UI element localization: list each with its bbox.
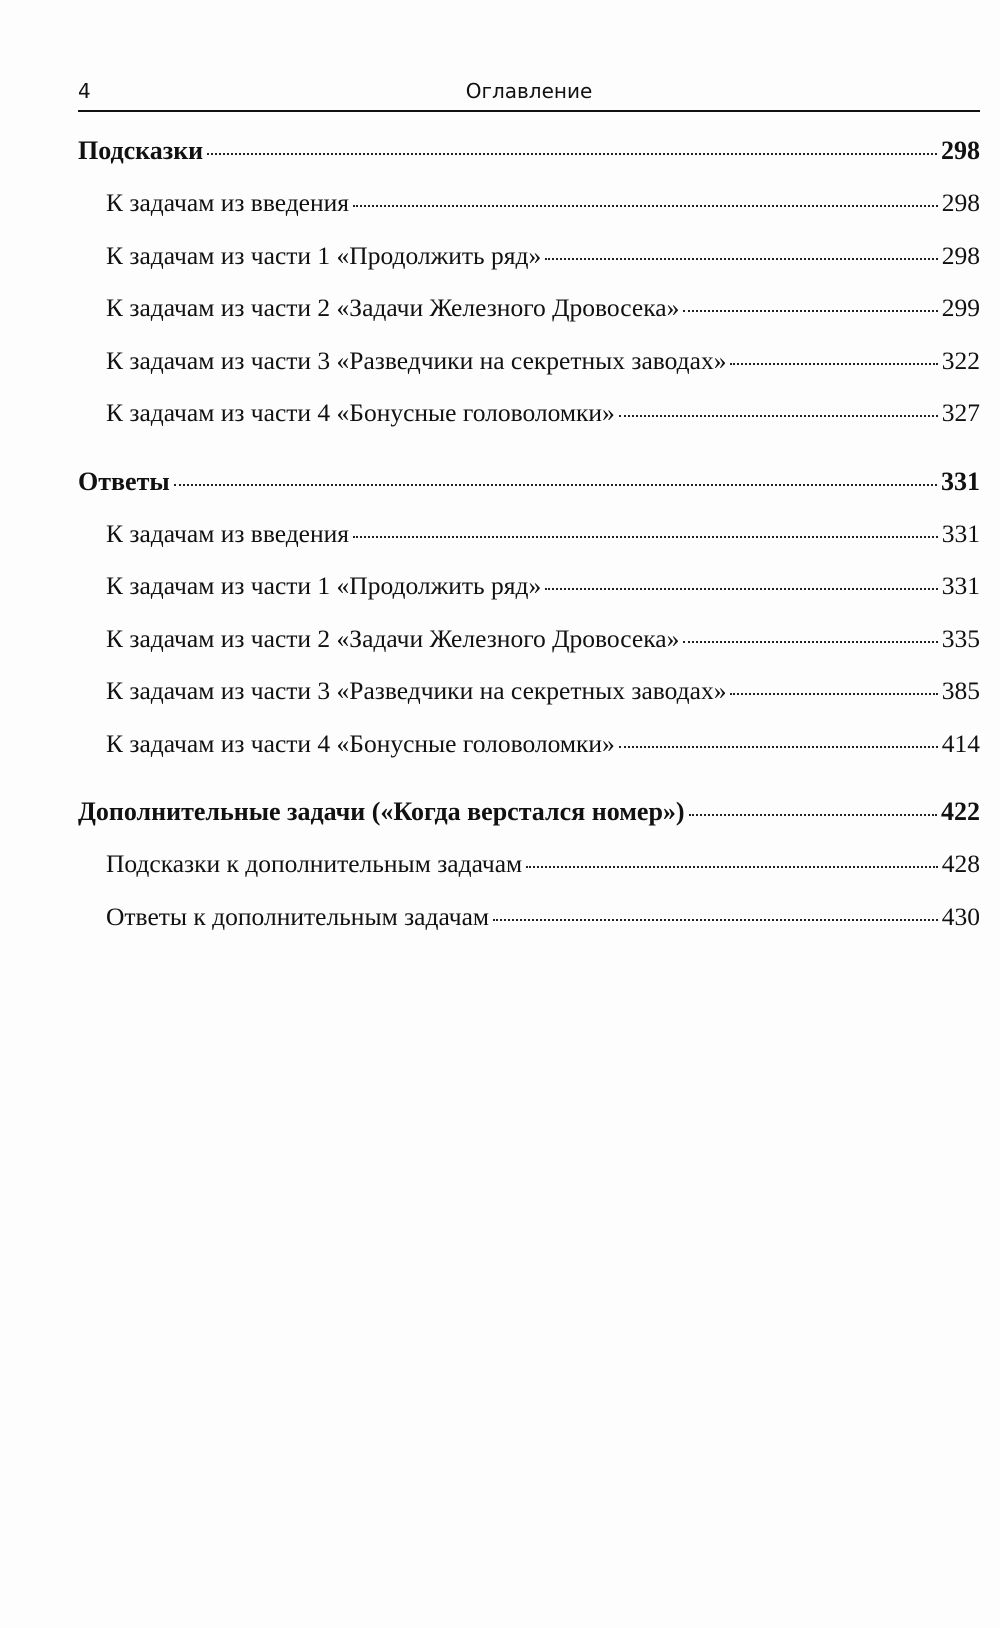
toc-entry-title: Ответы — [78, 466, 170, 496]
toc-entry-page: 331 — [941, 466, 980, 496]
toc-section-answers — [78, 467, 980, 782]
toc-entry[interactable] — [78, 519, 980, 572]
dot-leader — [493, 919, 938, 921]
toc-entry[interactable] — [78, 188, 980, 241]
dot-leader — [730, 363, 937, 365]
dot-leader — [545, 258, 938, 260]
toc-entry-heading[interactable] — [78, 797, 980, 849]
toc-entry-title: К задачам из части 4 «Бонусные головоломки» — [106, 728, 615, 758]
toc-entry-page: 335 — [941, 623, 980, 653]
table-of-contents — [78, 136, 980, 954]
toc-entry-page: 430 — [941, 901, 980, 931]
dot-leader — [545, 588, 938, 590]
toc-entry[interactable] — [78, 398, 980, 451]
toc-entry-heading[interactable] — [78, 467, 980, 519]
toc-section-extra-problems — [78, 797, 980, 954]
dot-leader — [619, 746, 938, 748]
toc-entry-page: 428 — [941, 849, 980, 878]
toc-entry-title: К задачам из введения — [106, 518, 350, 548]
toc-entry[interactable] — [78, 571, 980, 624]
toc-entry-page: 331 — [941, 518, 980, 548]
dot-leader — [526, 866, 938, 868]
running-title: Оглавление — [465, 79, 593, 103]
toc-entry-title: Дополнительные задачи («Когда верстался номер») — [78, 797, 685, 826]
dot-leader — [619, 415, 938, 417]
toc-entry-title: Подсказки — [78, 136, 204, 165]
dot-leader — [353, 536, 938, 538]
running-head — [78, 76, 980, 112]
dot-leader — [683, 641, 937, 643]
toc-entry-page: 298 — [941, 188, 980, 217]
toc-entry-page: 414 — [941, 728, 980, 758]
toc-entry-page: 322 — [941, 345, 980, 375]
toc-entry[interactable] — [78, 346, 980, 399]
toc-entry-title: К задачам из части 1 «Продолжить ряд» — [106, 240, 542, 270]
toc-entry-title: К задачам из части 3 «Разведчики на секретных заводах» — [106, 345, 727, 375]
toc-entry-title: К задачам из части 2 «Задачи Железного Дровосека» — [106, 623, 680, 653]
toc-entry[interactable] — [78, 902, 980, 955]
toc-entry-page: 299 — [941, 293, 980, 322]
toc-entry-page: 422 — [941, 797, 980, 826]
dot-leader — [353, 205, 938, 207]
dot-leader — [207, 153, 937, 155]
toc-entry-title: К задачам из части 4 «Бонусные головоломки» — [106, 398, 615, 427]
toc-section-hints — [78, 136, 980, 451]
toc-entry-title: Ответы к дополнительным задачам — [106, 901, 490, 931]
toc-entry[interactable] — [78, 849, 980, 902]
page-number: 4 — [78, 79, 91, 103]
toc-entry-page: 298 — [941, 240, 980, 270]
dot-leader — [683, 310, 937, 312]
toc-entry[interactable] — [78, 241, 980, 294]
toc-entry-title: К задачам из части 3 «Разведчики на секретных заводах» — [106, 676, 727, 705]
toc-entry-page: 385 — [941, 676, 980, 705]
toc-entry-title: К задачам из части 1 «Продолжить ряд» — [106, 571, 542, 600]
toc-entry[interactable] — [78, 729, 980, 782]
toc-entry-page: 331 — [941, 571, 980, 600]
toc-entry-heading[interactable] — [78, 136, 980, 188]
dot-leader — [174, 484, 937, 486]
toc-entry[interactable] — [78, 676, 980, 729]
toc-entry-page: 327 — [941, 398, 980, 427]
toc-entry[interactable] — [78, 293, 980, 346]
toc-entry-title: К задачам из введения — [106, 188, 350, 217]
dot-leader — [689, 814, 937, 816]
dot-leader — [730, 693, 937, 695]
toc-entry-title: Подсказки к дополнительным задачам — [106, 849, 523, 878]
toc-entry-title: К задачам из части 2 «Задачи Железного Дровосека» — [106, 293, 680, 322]
toc-entry-page: 298 — [941, 136, 980, 165]
toc-entry[interactable] — [78, 624, 980, 677]
